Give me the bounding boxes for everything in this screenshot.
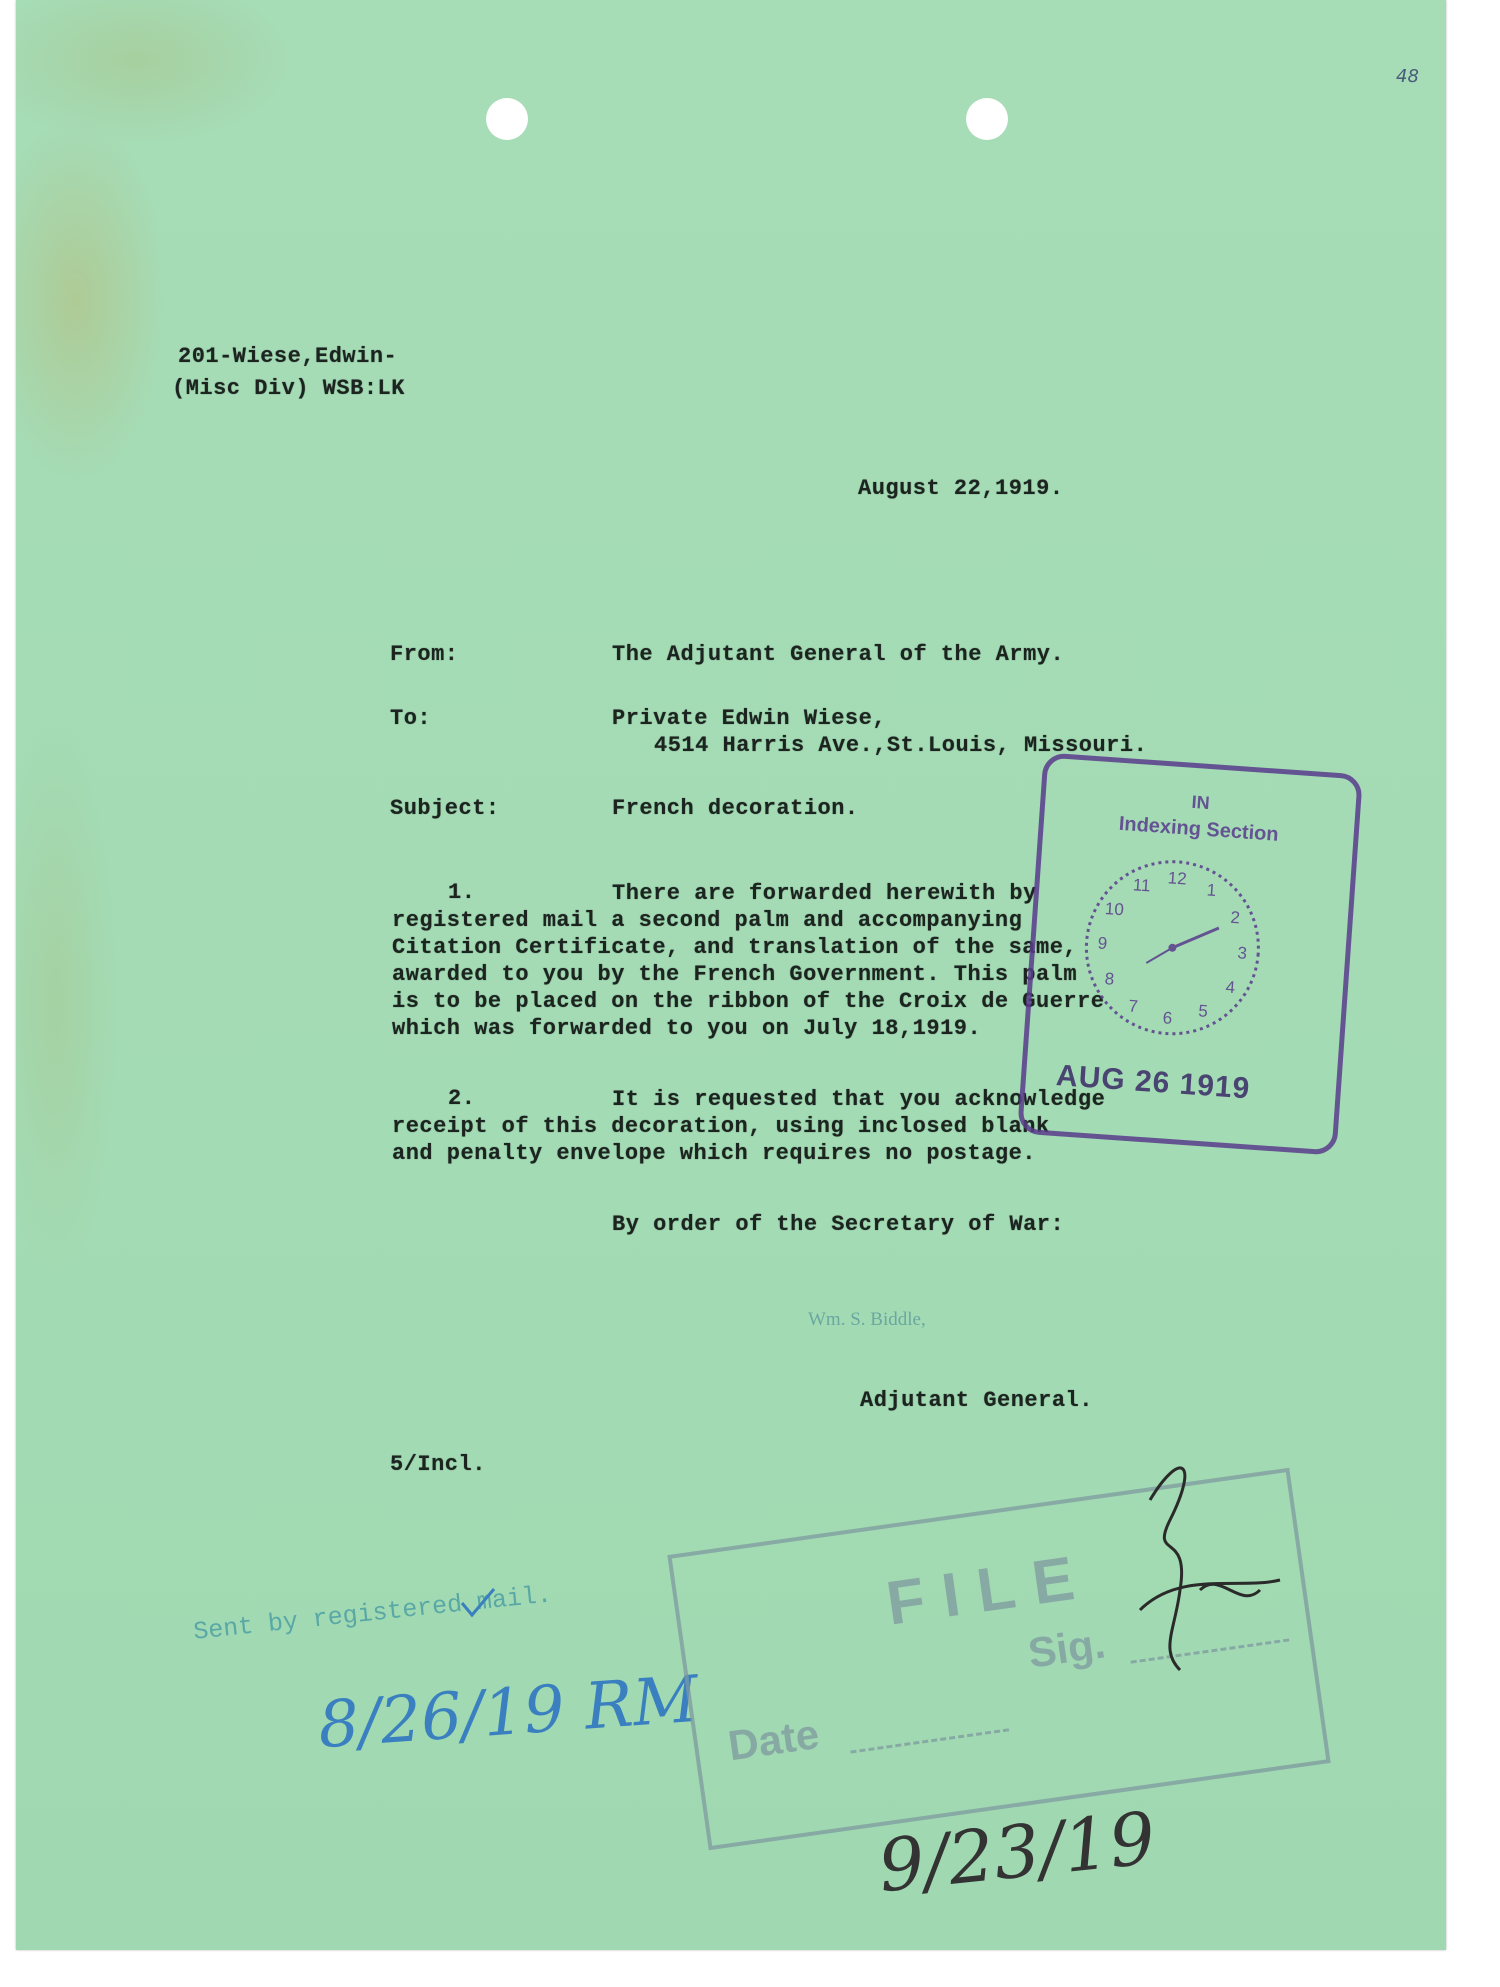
file-stamp-title: FILE xyxy=(882,1541,1097,1639)
file-stamp-date-line xyxy=(850,1728,1009,1753)
closing-authority: By order of the Secretary of War: xyxy=(612,1212,1065,1237)
paragraph-1-line-1: There are forwarded herewith by xyxy=(612,881,1037,906)
paragraph-1-line-4: awarded to you by the French Government. This palm xyxy=(392,962,1078,987)
file-stamp-handwritten-date: 9/23/19 xyxy=(874,1795,1160,1909)
clock-number: 12 xyxy=(1167,868,1188,889)
paragraph-2-line-1: It is requested that you acknowledge xyxy=(612,1087,1106,1112)
clock-number: 2 xyxy=(1229,907,1241,928)
signature-block: Wm. S. Biddle, xyxy=(808,1309,926,1330)
clock-number: 7 xyxy=(1127,996,1139,1017)
clock-number: 6 xyxy=(1162,1008,1173,1028)
punch-hole-right xyxy=(966,98,1008,140)
clock-number: 9 xyxy=(1097,933,1108,954)
clock-number: 8 xyxy=(1104,969,1115,989)
subject-value: French decoration. xyxy=(612,796,859,821)
to-value-line-1: Private Edwin Wiese, xyxy=(612,706,887,731)
stamp-date: AUG 26 1919 xyxy=(1055,1059,1252,1106)
paragraph-1-line-6: which was forwarded to you on July 18,1919. xyxy=(392,1016,982,1041)
punch-hole-left xyxy=(486,98,528,140)
handwritten-initials xyxy=(1120,1440,1290,1680)
sent-registered-mail-note: Sent by registered mail. xyxy=(192,1580,554,1647)
paragraph-1-line-5: is to be placed on the ribbon of the Croix de Guerre xyxy=(392,989,1105,1014)
indexing-section-stamp xyxy=(1017,752,1363,1155)
file-ref-line-1: 201-Wiese,Edwin- xyxy=(178,344,398,369)
file-ref-line-2: (Misc Div) WSB:LK xyxy=(172,376,405,401)
paragraph-1-line-3: Citation Certificate, and translation of the same, xyxy=(392,935,1078,960)
file-stamp-sig-label: Sig. xyxy=(1025,1619,1109,1677)
paragraph-2-line-2: receipt of this decoration, using inclosed blank xyxy=(392,1114,1050,1139)
paragraph-2-line-3: and penalty envelope which requires no postage. xyxy=(392,1141,1037,1166)
handwritten-sent-date: 8/26/19 RM xyxy=(315,1662,701,1764)
clock-number: 4 xyxy=(1224,977,1236,998)
file-stamp-date-label: Date xyxy=(725,1710,822,1770)
stamp-section-label: Indexing Section xyxy=(1118,812,1280,846)
paragraph-2-number: 2. xyxy=(448,1086,476,1111)
check-mark-icon xyxy=(458,1585,498,1619)
closing-title: Adjutant General. xyxy=(860,1388,1093,1413)
to-value-line-2: 4514 Harris Ave.,St.Louis, Missouri. xyxy=(654,733,1148,758)
subject-label: Subject: xyxy=(390,796,500,821)
clock-number: 3 xyxy=(1236,943,1248,963)
paragraph-1-number: 1. xyxy=(448,880,476,905)
to-label: To: xyxy=(390,706,432,731)
clock-number: 1 xyxy=(1206,880,1217,901)
page-number: 48 xyxy=(1396,66,1419,87)
stamp-in-label: IN xyxy=(1190,791,1211,813)
from-label: From: xyxy=(390,642,459,667)
letter-date: August 22,1919. xyxy=(858,476,1064,501)
clock-number: 5 xyxy=(1197,1001,1209,1021)
enclosure-note: 5/Incl. xyxy=(390,1452,486,1477)
from-value: The Adjutant General of the Army. xyxy=(612,642,1065,667)
paragraph-1-line-2: registered mail a second palm and accompanying xyxy=(392,908,1023,933)
clock-dial-icon xyxy=(1071,846,1274,1049)
clock-number: 11 xyxy=(1132,875,1152,896)
clock-number: 10 xyxy=(1104,898,1125,920)
